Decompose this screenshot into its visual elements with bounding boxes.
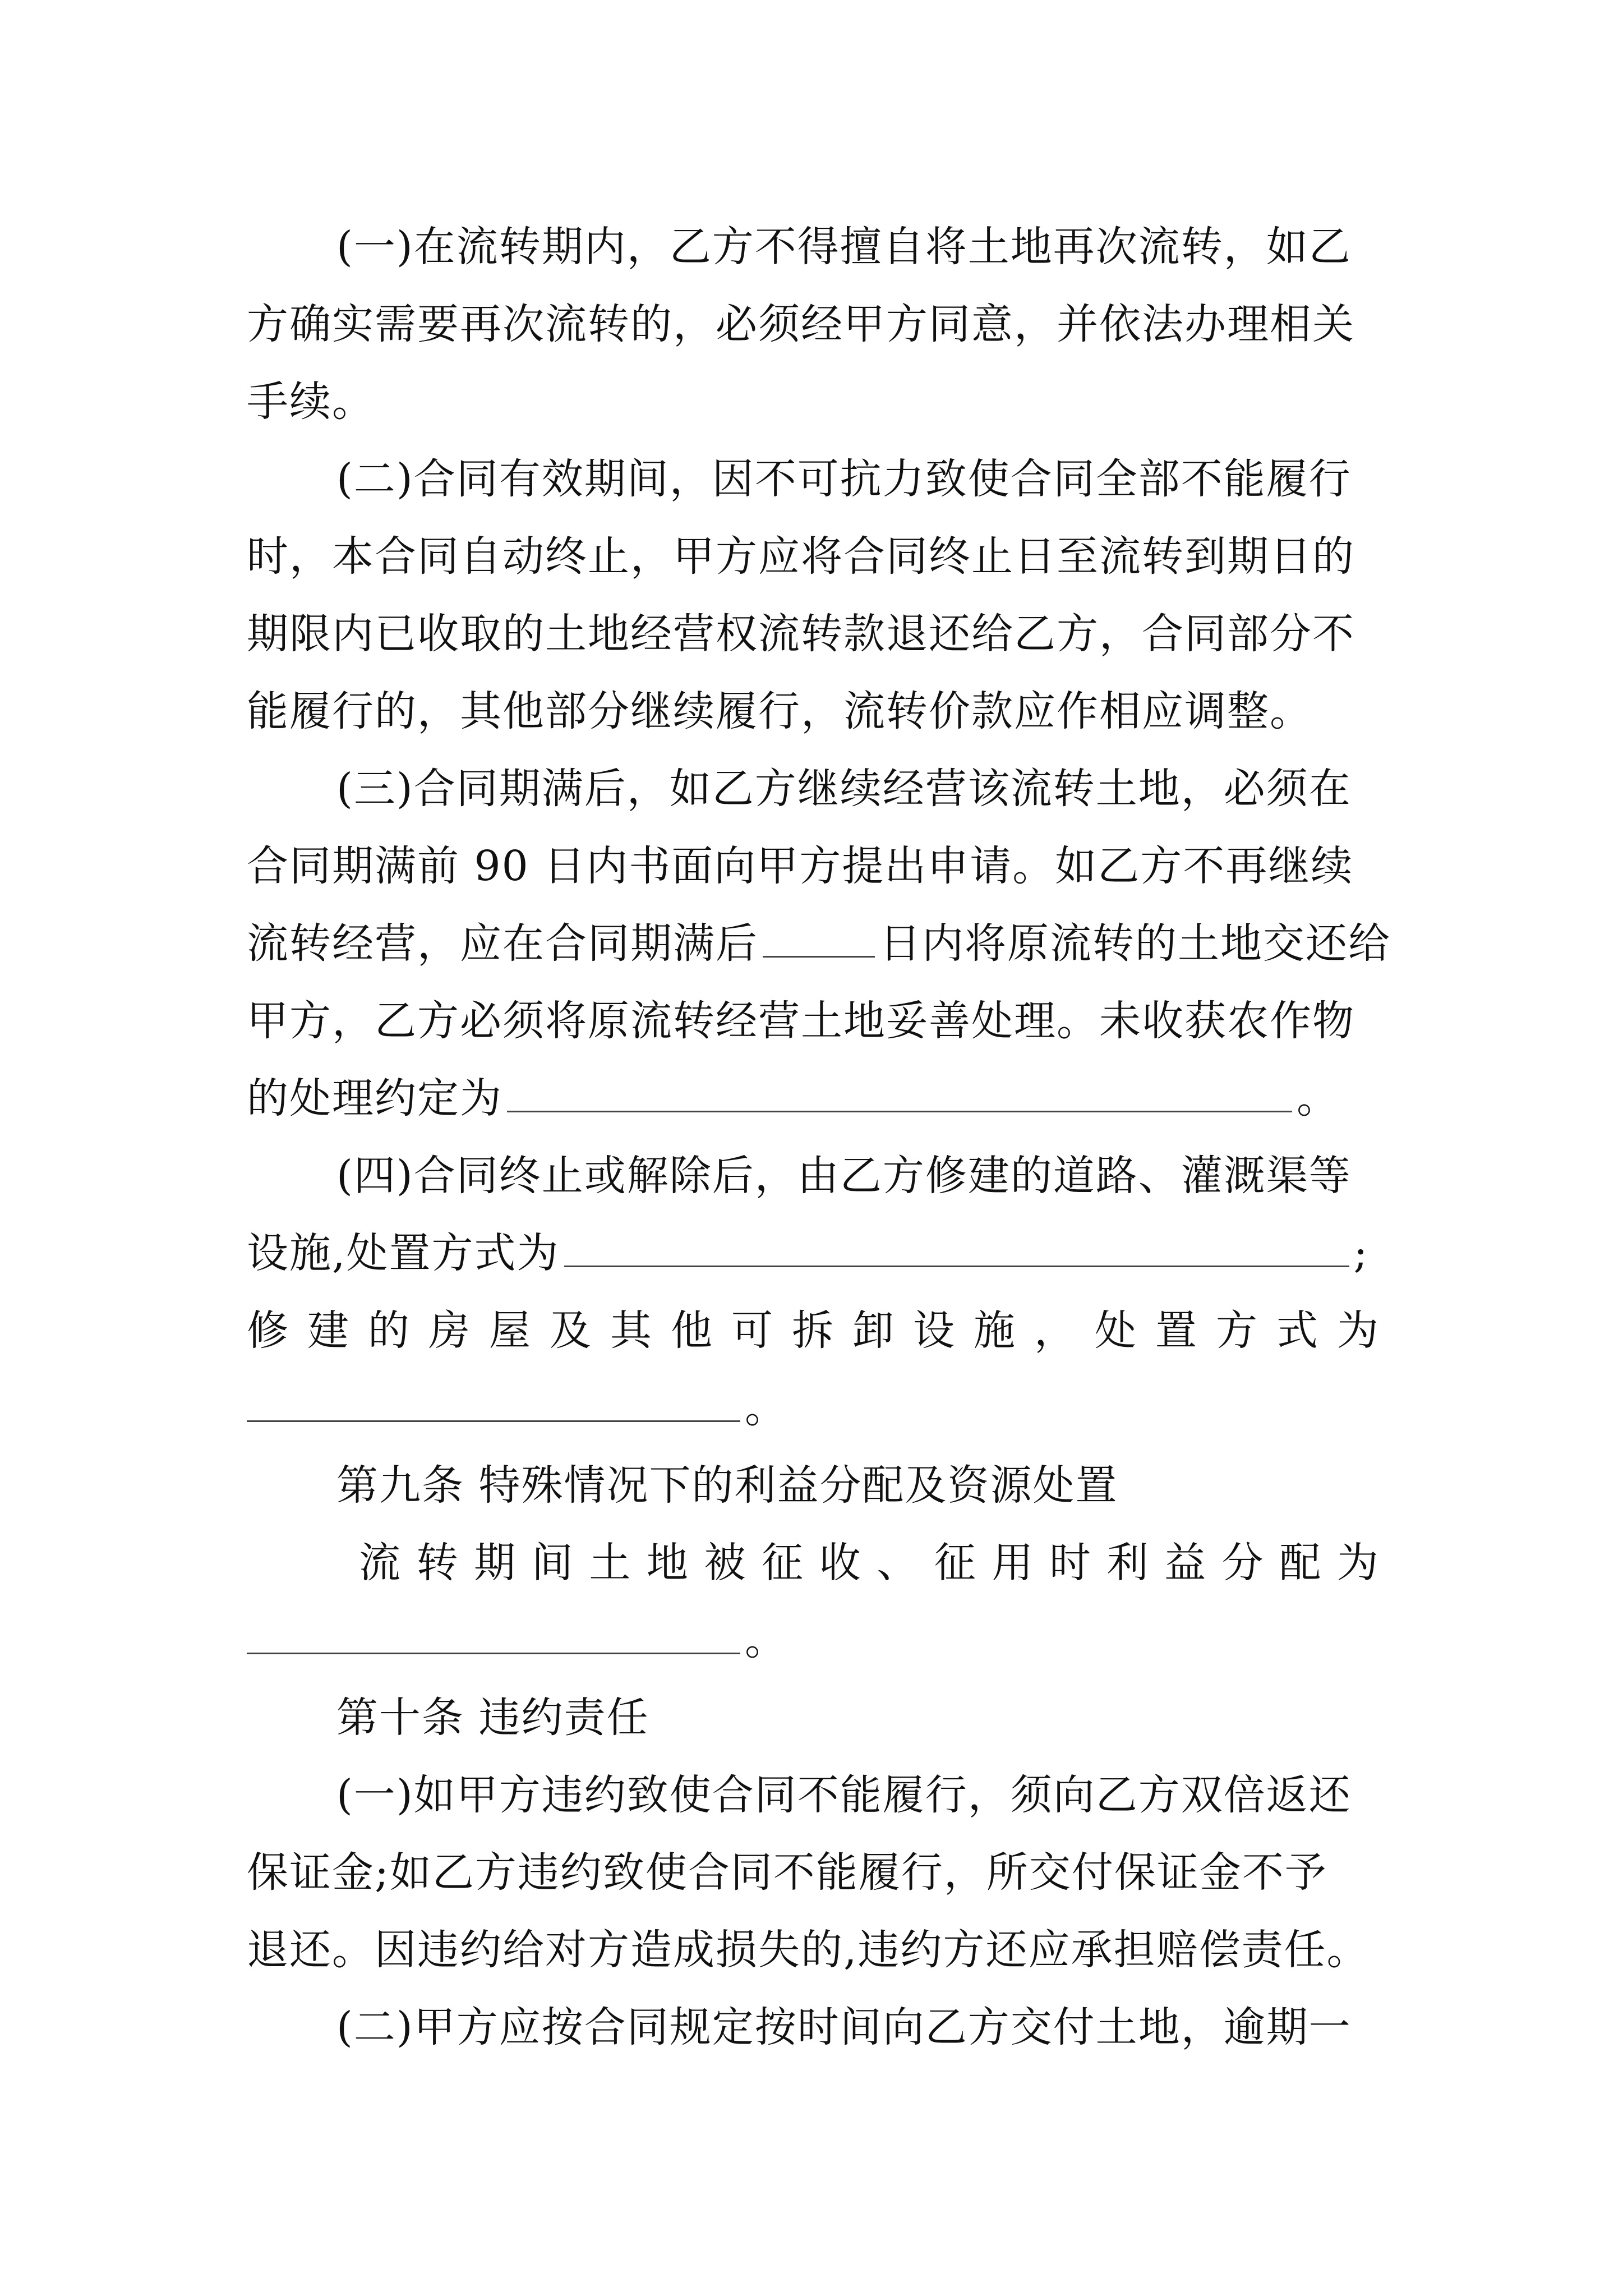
paragraph-1-line-3: 手续。 bbox=[247, 378, 375, 426]
character: 配 bbox=[1279, 1539, 1322, 1587]
benefit-distribution-blank[interactable] bbox=[247, 1618, 740, 1654]
paragraph-3-line-3-text-b: 日内将原流转的土地交还给 bbox=[879, 919, 1391, 968]
article-9-heading: 第九条 特殊情况下的利益分配及资源处置 bbox=[336, 1461, 1118, 1510]
character: 、 bbox=[877, 1539, 920, 1587]
character: 修 bbox=[247, 1306, 289, 1355]
character: 方 bbox=[1216, 1306, 1258, 1355]
paragraph-3-line-5 bbox=[247, 1068, 1380, 1129]
character: 时 bbox=[1049, 1539, 1092, 1587]
character: 征 bbox=[762, 1539, 805, 1587]
paragraph-4-line-1: (四)合同终止或解除后，由乙方修建的道路、灌溉渠等 bbox=[336, 1152, 1352, 1200]
article-10-paragraph-1-line-2: 保证金;如乙方违约致使合同不能履行，所交付保证金不予 bbox=[247, 1848, 1327, 1897]
character: 拆 bbox=[792, 1306, 834, 1355]
character: 益 bbox=[1164, 1539, 1207, 1587]
character: 被 bbox=[704, 1539, 747, 1587]
character: 为 bbox=[1337, 1306, 1380, 1355]
paragraph-3-line-2: 合同期满前 90 日内书面向甲方提出申请。如乙方不再继续 bbox=[247, 842, 1354, 890]
paragraph-2-line-4: 能履行的，其他部分继续履行，流转价款应作相应调整。 bbox=[247, 687, 1312, 735]
character: 流 bbox=[359, 1539, 402, 1587]
article-10-paragraph-1-line-3: 退还。因违约给对方造成损失的,违约方还应承担赔偿责任。 bbox=[247, 1926, 1370, 1974]
paragraph-4-line-4-text-b: 。 bbox=[745, 1384, 787, 1432]
paragraph-1-line-2: 方确实需要再次流转的，必须经甲方同意，并依法办理相关 bbox=[247, 300, 1355, 348]
character: 建 bbox=[307, 1306, 350, 1355]
article-9-line-2-text-b: 。 bbox=[745, 1616, 787, 1664]
paragraph-4-line-3 bbox=[247, 1300, 1380, 1361]
character: 可 bbox=[731, 1306, 774, 1355]
paragraph-3-line-4: 甲方，乙方必须将原流转经营土地妥善处理。未收获农作物 bbox=[247, 997, 1355, 1045]
paragraph-3-line-3-text-a: 流转经营，应在合同期满后 bbox=[247, 919, 758, 968]
paragraph-4-line-2-text-a: 设施,处置方式为 bbox=[247, 1229, 560, 1277]
character: 施 bbox=[974, 1306, 1016, 1355]
article-10-paragraph-2-line-1: (二)甲方应按合同规定按时间向乙方交付土地，逾期一 bbox=[336, 2003, 1352, 2051]
character: 土 bbox=[589, 1539, 632, 1587]
crop-handling-blank[interactable] bbox=[507, 1076, 1292, 1112]
character: 及 bbox=[550, 1306, 592, 1355]
character: 用 bbox=[992, 1539, 1035, 1587]
paragraph-1-line-1: (一)在流转期内，乙方不得擅自将土地再次流转，如乙 bbox=[336, 223, 1352, 271]
character: 他 bbox=[671, 1306, 713, 1355]
article-10-heading: 第十条 违约责任 bbox=[336, 1694, 649, 1742]
paragraph-3-line-5-text-a: 的处理约定为 bbox=[247, 1074, 502, 1122]
character: 卸 bbox=[852, 1306, 895, 1355]
character: 屋 bbox=[489, 1306, 532, 1355]
character: 转 bbox=[416, 1539, 459, 1587]
paragraph-3-line-5-text-b: 。 bbox=[1297, 1074, 1339, 1122]
character: 征 bbox=[934, 1539, 977, 1587]
paragraph-3-line-3 bbox=[247, 913, 1391, 974]
paragraph-2-line-1: (二)合同有效期间，因不可抗力致使合同全部不能履行 bbox=[336, 455, 1352, 503]
article-9-line-1 bbox=[359, 1532, 1380, 1594]
article-10-paragraph-1-line-1: (一)如甲方违约致使合同不能履行，须向乙方双倍返还 bbox=[336, 1771, 1352, 1819]
character: ， bbox=[1034, 1306, 1077, 1355]
character: 房 bbox=[428, 1306, 471, 1355]
character: 地 bbox=[646, 1539, 689, 1587]
paragraph-4-line-4 bbox=[247, 1377, 1380, 1439]
character: 处 bbox=[1095, 1306, 1137, 1355]
house-disposal-blank[interactable] bbox=[247, 1386, 740, 1422]
character: 利 bbox=[1106, 1539, 1150, 1587]
character: 的 bbox=[368, 1306, 411, 1355]
character: 式 bbox=[1276, 1306, 1319, 1355]
character: 分 bbox=[1221, 1539, 1265, 1587]
character: 期 bbox=[474, 1539, 517, 1587]
character: 收 bbox=[819, 1539, 862, 1587]
character: 置 bbox=[1155, 1306, 1198, 1355]
character: 其 bbox=[610, 1306, 653, 1355]
facility-disposal-blank[interactable] bbox=[564, 1231, 1349, 1267]
article-9-line-2 bbox=[247, 1609, 1380, 1671]
paragraph-2-line-3: 期限内已收取的土地经营权流转款退还给乙方，合同部分不 bbox=[247, 610, 1355, 658]
paragraph-4-line-2-text-b: ; bbox=[1353, 1229, 1369, 1277]
paragraph-4-line-2 bbox=[247, 1222, 1380, 1284]
paragraph-3-line-1: (三)合同期满后，如乙方继续经营该流转土地，必须在 bbox=[336, 765, 1352, 813]
character: 为 bbox=[1336, 1539, 1380, 1587]
character: 间 bbox=[531, 1539, 574, 1587]
return-days-blank[interactable] bbox=[763, 921, 875, 958]
paragraph-2-line-2: 时，本合同自动终止，甲方应将合同终止日至流转到期日的 bbox=[247, 532, 1355, 581]
character: 设 bbox=[913, 1306, 956, 1355]
